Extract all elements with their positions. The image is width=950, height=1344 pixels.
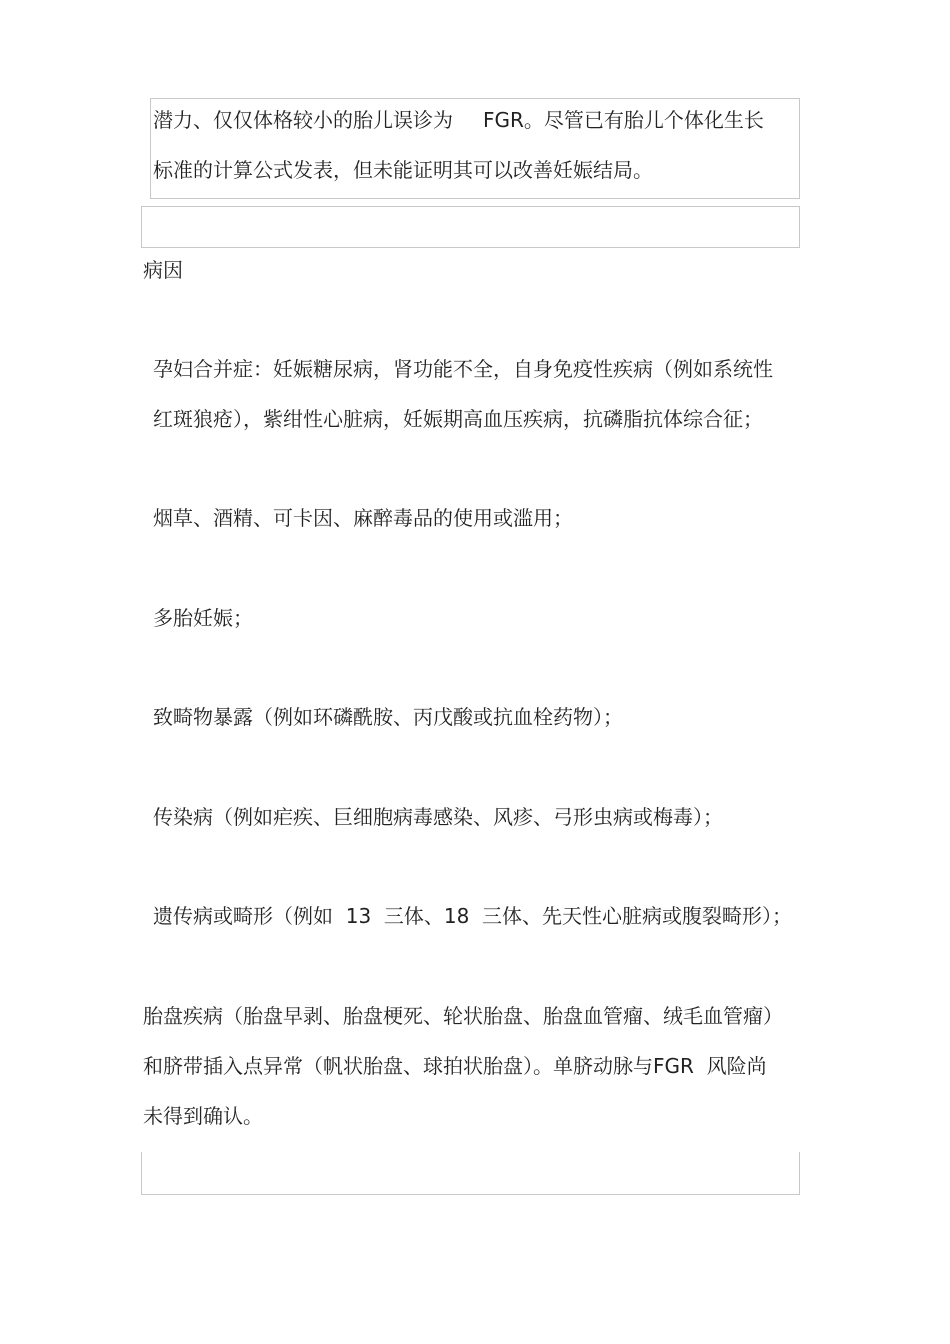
cause-maternal-line-2: 红斑狼疮），紫绀性心脏病，妊娠期高血压疾病，抗磷脂抗体综合征；	[153, 407, 763, 431]
cause-multiple-pregnancy: 多胎妊娠；	[153, 606, 253, 630]
intro-line-1-part-b: FGR。尽管已有胎儿个体化生长	[483, 108, 764, 132]
intro-line-1	[153, 106, 764, 134]
cause-infection: 传染病（例如疟疾、巨细胞病毒感染、风疹、弓形虫病或梅毒）；	[153, 805, 723, 829]
intro-line-1-part-a: 潜力、仅仅体格较小的胎儿误诊为	[153, 108, 453, 132]
placenta-line-1: 胎盘疾病（胎盘早剥、胎盘梗死、轮状胎盘、胎盘血管瘤、绒毛血管瘤）	[143, 1004, 783, 1028]
cause-teratogen: 致畸物暴露（例如环磷酰胺、丙戊酸或抗血栓药物）；	[153, 705, 623, 729]
empty-text-box	[141, 206, 800, 248]
intro-line-2: 标准的计算公式发表，但未能证明其可以改善妊娠结局。	[153, 158, 653, 182]
cause-genetic: 遗传病或畸形（例如 13 三体、18 三体、先天性心脏病或腹裂畸形）；	[153, 904, 793, 928]
cause-substance-use: 烟草、酒精、可卡因、麻醉毒品的使用或滥用；	[153, 506, 573, 530]
placenta-line-2: 和脐带插入点异常（帆状胎盘、球拍状胎盘）。单脐动脉与FGR 风险尚	[143, 1054, 767, 1078]
section-title: 病因	[143, 258, 183, 282]
placenta-line-3: 未得到确认。	[143, 1104, 263, 1128]
cause-maternal-line-1: 孕妇合并症：妊娠糖尿病，肾功能不全，自身免疫性疾病（例如系统性	[153, 357, 773, 381]
bottom-text-box	[141, 1152, 800, 1195]
